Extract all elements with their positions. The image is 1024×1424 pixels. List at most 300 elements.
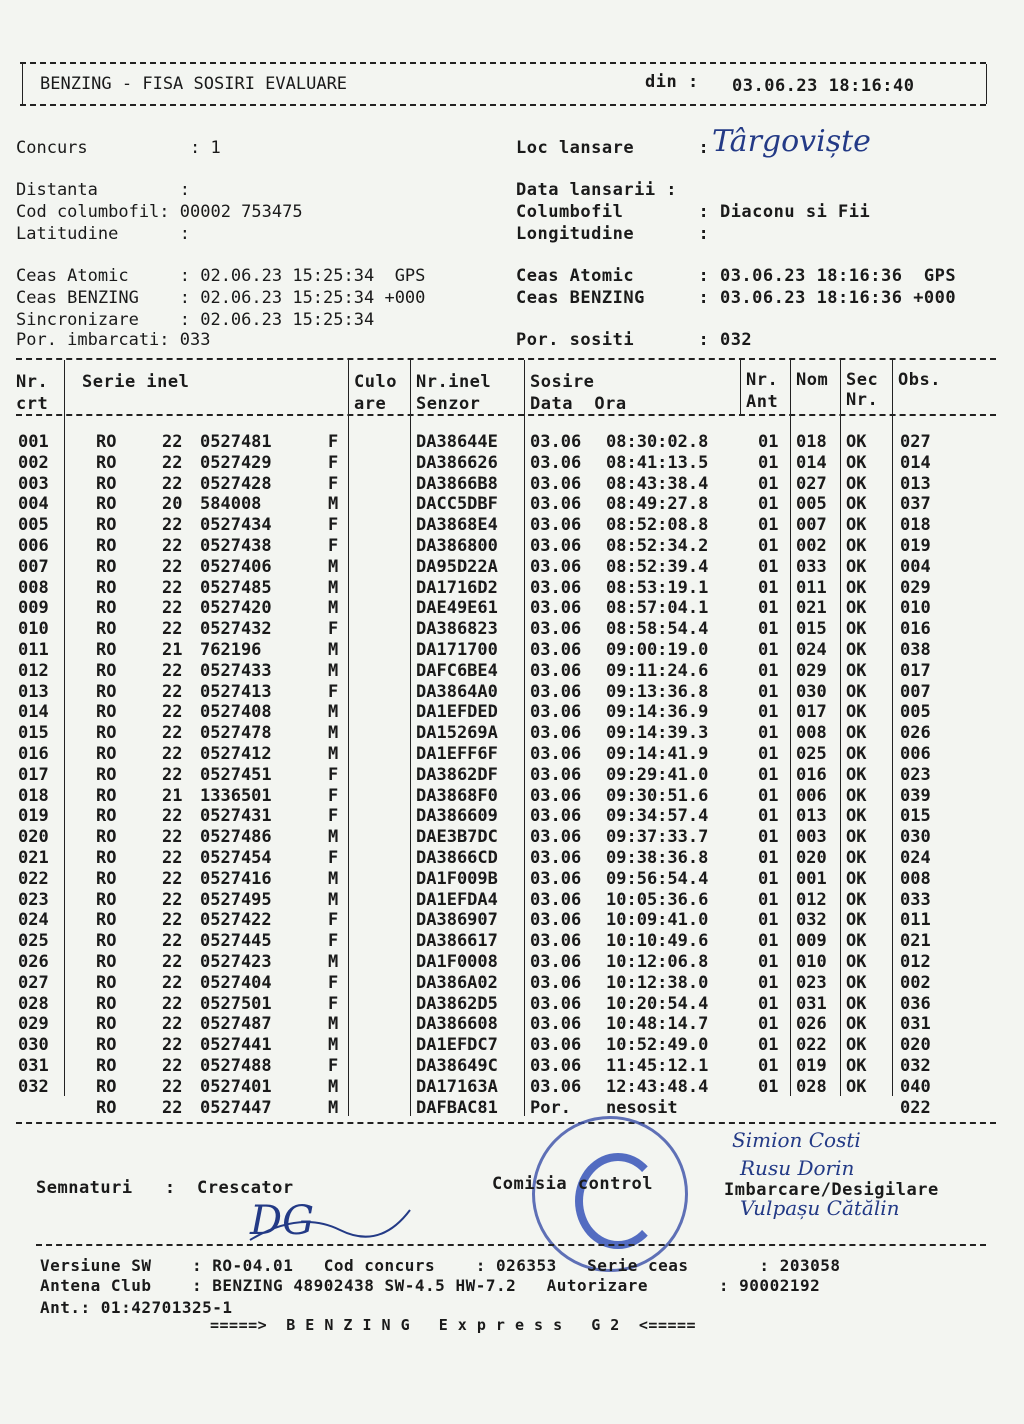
cell-senzor: DA386608 <box>416 1014 498 1035</box>
cell-sex: M <box>328 1014 339 1035</box>
cell-nom: 002 <box>796 536 827 556</box>
cell-inel: 0527486 <box>200 827 272 848</box>
cell-ora: 09:00:19.0 <box>606 640 709 660</box>
cell-data: 03.06 <box>530 598 582 619</box>
cell-an: 22 <box>162 536 183 556</box>
cell-nom: 012 <box>796 889 827 910</box>
cell-inel: 0527404 <box>200 972 272 993</box>
cell-tara: RO <box>96 515 117 536</box>
cell-ora: 08:52:39.4 <box>606 556 709 577</box>
handwritten-name-3: Vulpașu Cătălin <box>740 1196 900 1220</box>
cell-inel: 0527433 <box>200 660 272 681</box>
table-row <box>16 578 996 599</box>
cell-tara: RO <box>96 764 117 785</box>
cell-obs: 011 <box>900 910 931 931</box>
cell-an: 22 <box>162 910 183 931</box>
cell-nom: 016 <box>796 764 827 785</box>
cell-nom: 021 <box>796 598 827 619</box>
cell-ant: 01 <box>758 952 779 972</box>
info-por-imbarcati: Por. imbarcati: 033 <box>16 330 211 350</box>
cell-senzor: DA3866B8 <box>416 473 498 494</box>
cell-nr: 025 <box>18 931 49 952</box>
cell-inel: 0527454 <box>200 848 272 868</box>
cell-ant: 01 <box>758 868 779 889</box>
cell-an: 22 <box>162 764 183 785</box>
cell-data: 03.06 <box>530 681 582 702</box>
cell-inel: 0527406 <box>200 556 272 577</box>
cell-tara: RO <box>96 1014 117 1035</box>
cell-data: 03.06 <box>530 640 582 660</box>
cell-ora: 09:11:24.6 <box>606 660 709 681</box>
comisia-stamp <box>532 1116 688 1272</box>
cell-an: 22 <box>162 473 183 494</box>
cell-obs: 002 <box>900 972 931 993</box>
cell-ant: 01 <box>758 515 779 536</box>
cell-ora: 11:45:12.1 <box>606 1056 709 1076</box>
cell-an: 22 <box>162 952 183 972</box>
cell-tara: RO <box>96 910 117 931</box>
cell-sec: OK <box>846 598 867 619</box>
cell-an: 22 <box>162 432 183 452</box>
cell-data: 03.06 <box>530 1056 582 1076</box>
table-header-bottom-rule <box>16 414 996 416</box>
table-row <box>16 827 996 848</box>
cell-an: 21 <box>162 785 183 806</box>
table-row <box>16 619 996 640</box>
cell-sec: OK <box>846 889 867 910</box>
cell-sex: F <box>328 910 339 931</box>
cell-inel: 0527401 <box>200 1076 272 1097</box>
cell-ant: 01 <box>758 723 779 744</box>
cell-ora: 09:56:54.4 <box>606 868 709 889</box>
cell-ora: 09:14:36.9 <box>606 702 709 723</box>
th-nr-2: crt <box>16 394 49 414</box>
cell-nom: 006 <box>796 785 827 806</box>
cell-obs: 016 <box>900 619 931 640</box>
cell-data: 03.06 <box>530 785 582 806</box>
cell-tara: RO <box>96 848 117 868</box>
table-row <box>16 931 996 952</box>
cell-nr: 007 <box>18 556 49 577</box>
cell-an: 22 <box>162 744 183 764</box>
table-row <box>16 515 996 536</box>
cell-tara: RO <box>96 619 117 640</box>
cell-an: 22 <box>162 848 183 868</box>
cell-obs: 022 <box>900 1097 931 1118</box>
cell-inel: 0527438 <box>200 536 272 556</box>
cell-tara: RO <box>96 556 117 577</box>
footer-top-rule <box>36 1244 986 1246</box>
cell-tara: RO <box>96 806 117 827</box>
cell-sec: OK <box>846 681 867 702</box>
cell-nom: 033 <box>796 556 827 577</box>
table-row <box>16 661 996 682</box>
cell-inel: 0527412 <box>200 744 272 764</box>
info-distanta: Distanta : <box>16 180 190 200</box>
cell-an: 20 <box>162 494 183 515</box>
cell-obs: 032 <box>900 1056 931 1076</box>
cell-senzor: DA3866CD <box>416 848 498 868</box>
th-senzor: Senzor <box>416 394 481 414</box>
cell-nom: 008 <box>796 723 827 744</box>
cell-tara: RO <box>96 536 117 556</box>
cell-sec: OK <box>846 536 867 556</box>
table-row <box>16 890 996 911</box>
header-left-border <box>22 64 23 104</box>
cell-ant: 01 <box>758 494 779 515</box>
info-sincronizare: Sincronizare : 02.06.23 15:25:34 <box>16 310 375 330</box>
cell-ora: 12:43:48.4 <box>606 1076 709 1097</box>
cell-sec: OK <box>846 473 867 494</box>
cell-nr: 027 <box>18 972 49 993</box>
cell-obs: 010 <box>900 598 931 619</box>
cell-ora: 10:12:38.0 <box>606 972 709 993</box>
th-culoare: Culo <box>354 372 397 392</box>
cell-obs: 020 <box>900 1035 931 1056</box>
info-loc-lansare: Loc lansare : <box>516 138 710 158</box>
cell-an: 22 <box>162 1097 183 1118</box>
cell-sex: F <box>328 931 339 952</box>
cell-nom: 015 <box>796 619 827 640</box>
cell-obs: 039 <box>900 785 931 806</box>
cell-sex: M <box>328 723 339 744</box>
cell-data: 03.06 <box>530 432 582 452</box>
cell-an: 22 <box>162 1076 183 1097</box>
cell-sex: M <box>328 494 339 515</box>
th-ant: Ant <box>746 392 779 412</box>
cell-sex: F <box>328 848 339 868</box>
cell-obs: 029 <box>900 577 931 598</box>
cell-an: 22 <box>162 515 183 536</box>
cell-nom: 024 <box>796 640 827 660</box>
cell-nr: 031 <box>18 1056 49 1076</box>
cell-senzor: DA1EFDA4 <box>416 889 498 910</box>
info-loc-lansare-handwritten: Târgoviște <box>712 124 871 159</box>
cell-sex: F <box>328 515 339 536</box>
cell-an: 22 <box>162 577 183 598</box>
cell-an: 22 <box>162 1035 183 1056</box>
comisia-label: Comisia control <box>492 1174 654 1194</box>
cell-sec: OK <box>846 619 867 640</box>
cell-ant: 01 <box>758 744 779 764</box>
cell-nr: 017 <box>18 764 49 785</box>
cell-sec: OK <box>846 827 867 848</box>
cell-obs: 015 <box>900 806 931 827</box>
cell-nr: 008 <box>18 577 49 598</box>
cell-ora: nesosit <box>606 1097 678 1118</box>
footer-express: =====> B E N Z I N G E x p r e s s G 2 <===== <box>210 1316 697 1334</box>
cell-obs: 019 <box>900 536 931 556</box>
cell-senzor: DACC5DBF <box>416 494 498 515</box>
th-serie-inel: Serie inel <box>82 372 190 392</box>
cell-nr: 024 <box>18 910 49 931</box>
cell-data: 03.06 <box>530 660 582 681</box>
cell-nom: 020 <box>796 848 827 868</box>
cell-nom: 011 <box>796 577 827 598</box>
cell-nr: 009 <box>18 598 49 619</box>
th-obs: Obs. <box>898 370 941 390</box>
cell-sec: OK <box>846 494 867 515</box>
cell-ant: 01 <box>758 1076 779 1097</box>
cell-senzor: DA386626 <box>416 452 498 473</box>
cell-sex: F <box>328 993 339 1014</box>
cell-nom: 030 <box>796 681 827 702</box>
cell-tara: RO <box>96 577 117 598</box>
footer-ant: Ant.: 01:42701325-1 <box>40 1298 233 1317</box>
cell-nom: 013 <box>796 806 827 827</box>
cell-sex: F <box>328 764 339 785</box>
cell-sec: OK <box>846 744 867 764</box>
cell-obs: 033 <box>900 889 931 910</box>
cell-ora: 08:53:19.1 <box>606 577 709 598</box>
cell-ora: 10:10:49.6 <box>606 931 709 952</box>
cell-senzor: DA3862DF <box>416 764 498 785</box>
cell-an: 22 <box>162 931 183 952</box>
table-row <box>16 432 996 453</box>
cell-tara: RO <box>96 473 117 494</box>
cell-obs: 026 <box>900 723 931 744</box>
cell-data: 03.06 <box>530 536 582 556</box>
cell-obs: 012 <box>900 952 931 972</box>
cell-inel: 0527432 <box>200 619 272 640</box>
cell-ora: 08:57:04.1 <box>606 598 709 619</box>
info-latitudine: Latitudine : <box>16 224 190 244</box>
cell-sex: M <box>328 1076 339 1097</box>
cell-senzor: DA17163A <box>416 1076 498 1097</box>
cell-ant: 01 <box>758 619 779 640</box>
cell-sec: OK <box>846 556 867 577</box>
cell-sec: OK <box>846 1035 867 1056</box>
cell-obs: 021 <box>900 931 931 952</box>
cell-an: 22 <box>162 660 183 681</box>
cell-nom: 014 <box>796 452 827 473</box>
cell-data: 03.06 <box>530 972 582 993</box>
table-row <box>16 973 996 994</box>
cell-sec: OK <box>846 952 867 972</box>
cell-ora: 09:30:51.6 <box>606 785 709 806</box>
cell-nom: 025 <box>796 744 827 764</box>
cell-an: 22 <box>162 827 183 848</box>
cell-data: 03.06 <box>530 452 582 473</box>
cell-sec: OK <box>846 848 867 868</box>
cell-ora: 10:12:06.8 <box>606 952 709 972</box>
cell-obs: 006 <box>900 744 931 764</box>
cell-inel: 0527431 <box>200 806 272 827</box>
cell-nom: 007 <box>796 515 827 536</box>
cell-sec: OK <box>846 910 867 931</box>
cell-nr: 012 <box>18 660 49 681</box>
cell-ant: 01 <box>758 598 779 619</box>
cell-ant: 01 <box>758 806 779 827</box>
cell-nom: 010 <box>796 952 827 972</box>
header-title: BENZING - FISA SOSIRI EVALUARE <box>40 74 348 94</box>
cell-ant: 01 <box>758 681 779 702</box>
cell-inel: 0527487 <box>200 1014 272 1035</box>
cell-data: 03.06 <box>530 868 582 889</box>
cell-nom: 028 <box>796 1076 827 1097</box>
info-cod-columbofil: Cod columbofil: 00002 753475 <box>16 202 303 222</box>
cell-sec: OK <box>846 1076 867 1097</box>
cell-senzor: DA386609 <box>416 806 498 827</box>
cell-nom: 022 <box>796 1035 827 1056</box>
th-sec-nr: Nr. <box>846 390 879 410</box>
info-por-sositi: Por. sositi : 032 <box>516 330 753 350</box>
cell-data: 03.06 <box>530 744 582 764</box>
cell-sex: M <box>328 889 339 910</box>
cell-data: 03.06 <box>530 931 582 952</box>
cell-senzor: DA3868E4 <box>416 515 498 536</box>
cell-ant: 01 <box>758 640 779 660</box>
cell-inel: 762196 <box>200 640 262 660</box>
table-top-rule <box>16 358 996 360</box>
cell-sex: F <box>328 972 339 993</box>
cell-tara: RO <box>96 723 117 744</box>
cell-sec: OK <box>846 723 867 744</box>
cell-inel: 0527422 <box>200 910 272 931</box>
cell-ant: 01 <box>758 785 779 806</box>
header-top-rule <box>20 62 986 64</box>
cell-nom: 003 <box>796 827 827 848</box>
cell-inel: 0527445 <box>200 931 272 952</box>
cell-data: 03.06 <box>530 619 582 640</box>
cell-sec: OK <box>846 640 867 660</box>
table-row <box>16 869 996 890</box>
th-sec: Sec <box>846 370 879 390</box>
cell-sec: OK <box>846 764 867 785</box>
cell-nr: 026 <box>18 952 49 972</box>
cell-an: 22 <box>162 972 183 993</box>
header-din-label: din : <box>645 72 699 92</box>
cell-data: 03.06 <box>530 889 582 910</box>
imbarcare-label: Imbarcare/Desigilare <box>724 1180 939 1200</box>
cell-obs: 030 <box>900 827 931 848</box>
cell-obs: 017 <box>900 660 931 681</box>
cell-inel: 0527428 <box>200 473 272 494</box>
cell-senzor: DA38644E <box>416 432 498 452</box>
cell-senzor: DA95D22A <box>416 556 498 577</box>
cell-senzor: DAE49E61 <box>416 598 498 619</box>
cell-an: 22 <box>162 598 183 619</box>
cell-sec: OK <box>846 868 867 889</box>
cell-senzor: DA386823 <box>416 619 498 640</box>
cell-sec: OK <box>846 1056 867 1076</box>
cell-tara: RO <box>96 1035 117 1056</box>
cell-nr: 015 <box>18 723 49 744</box>
cell-inel: 0527416 <box>200 868 272 889</box>
cell-sex: M <box>328 868 339 889</box>
cell-data: 03.06 <box>530 993 582 1014</box>
cell-data: 03.06 <box>530 556 582 577</box>
info-concurs: Concurs : 1 <box>16 138 221 158</box>
cell-data: 03.06 <box>530 723 582 744</box>
cell-inel: 0527451 <box>200 764 272 785</box>
table-row <box>16 994 996 1015</box>
cell-nom: 009 <box>796 931 827 952</box>
cell-an: 22 <box>162 1014 183 1035</box>
table-row <box>16 702 996 723</box>
cell-ora: 08:58:54.4 <box>606 619 709 640</box>
table-row <box>16 806 996 827</box>
table-row <box>16 682 996 703</box>
cell-ant: 01 <box>758 660 779 681</box>
cell-nr: 030 <box>18 1035 49 1056</box>
cell-ant: 01 <box>758 931 779 952</box>
cell-data: 03.06 <box>530 910 582 931</box>
cell-nr: 005 <box>18 515 49 536</box>
cell-data: Por. <box>530 1097 571 1118</box>
cell-nr: 002 <box>18 452 49 473</box>
cell-ant: 01 <box>758 536 779 556</box>
cell-an: 22 <box>162 993 183 1014</box>
cell-sex: M <box>328 952 339 972</box>
cell-ora: 09:14:41.9 <box>606 744 709 764</box>
cell-nr: 023 <box>18 889 49 910</box>
crescator-signature: DG <box>250 1198 315 1244</box>
cell-senzor: DA1EFDC7 <box>416 1035 498 1056</box>
cell-inel: 0527485 <box>200 577 272 598</box>
cell-ora: 08:41:13.5 <box>606 452 709 473</box>
handwritten-name-1: Simion Costi <box>732 1128 861 1152</box>
table-row <box>16 640 996 661</box>
th-nr-inel: Nr.inel <box>416 372 492 392</box>
cell-nom: 017 <box>796 702 827 723</box>
table-row <box>16 1098 996 1119</box>
cell-sex: M <box>328 827 339 848</box>
cell-sex: M <box>328 1035 339 1056</box>
cell-obs: 007 <box>900 681 931 702</box>
cell-sec: OK <box>846 972 867 993</box>
cell-sex: F <box>328 785 339 806</box>
cell-an: 22 <box>162 702 183 723</box>
cell-tara: RO <box>96 868 117 889</box>
cell-tara: RO <box>96 972 117 993</box>
cell-ora: 08:49:27.8 <box>606 494 709 515</box>
cell-inel: 0527408 <box>200 702 272 723</box>
signatures-label: Semnaturi : Crescator <box>36 1178 294 1198</box>
cell-tara: RO <box>96 744 117 764</box>
col-divider <box>740 360 741 416</box>
table-row <box>16 765 996 786</box>
table-row <box>16 723 996 744</box>
cell-sec: OK <box>846 806 867 827</box>
cell-sec: OK <box>846 702 867 723</box>
cell-inel: 0527420 <box>200 598 272 619</box>
cell-sex: F <box>328 432 339 452</box>
cell-nom: 027 <box>796 473 827 494</box>
table-row <box>16 786 996 807</box>
cell-an: 22 <box>162 452 183 473</box>
cell-nr: 019 <box>18 806 49 827</box>
cell-sex: M <box>328 744 339 764</box>
cell-nr: 006 <box>18 536 49 556</box>
cell-tara: RO <box>96 660 117 681</box>
table-row <box>16 494 996 515</box>
cell-an: 22 <box>162 681 183 702</box>
cell-senzor: DA1EFF6F <box>416 744 498 764</box>
cell-ant: 01 <box>758 702 779 723</box>
cell-data: 03.06 <box>530 473 582 494</box>
cell-inel: 0527441 <box>200 1035 272 1056</box>
cell-sex: F <box>328 452 339 473</box>
cell-ant: 01 <box>758 764 779 785</box>
cell-senzor: DA1F009B <box>416 868 498 889</box>
cell-sec: OK <box>846 785 867 806</box>
cell-obs: 036 <box>900 993 931 1014</box>
cell-ora: 10:05:36.6 <box>606 889 709 910</box>
cell-nom: 001 <box>796 868 827 889</box>
cell-sex: M <box>328 640 339 660</box>
handwritten-name-2: Rusu Dorin <box>740 1156 855 1180</box>
